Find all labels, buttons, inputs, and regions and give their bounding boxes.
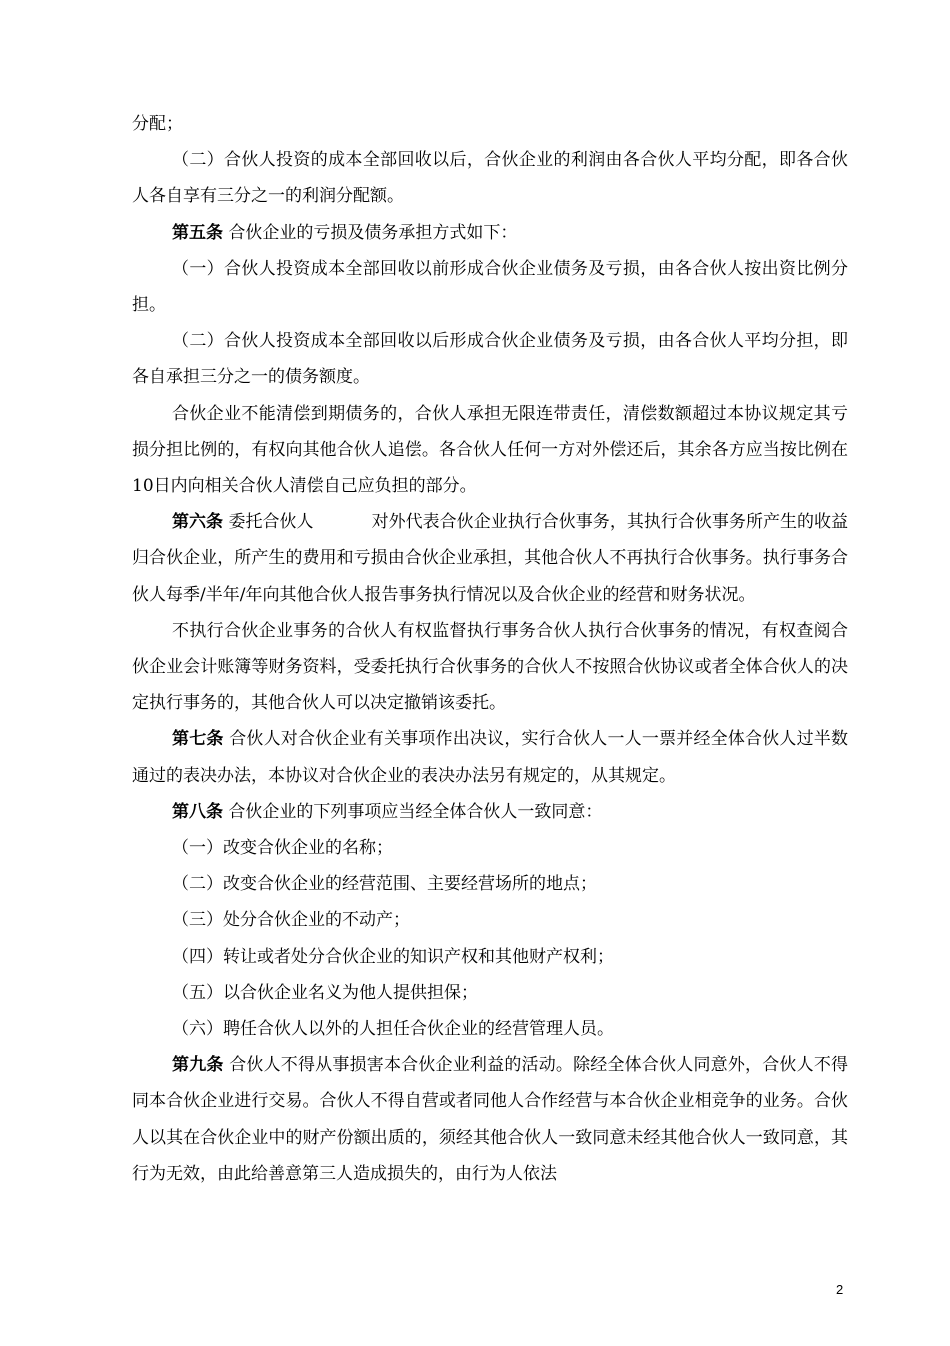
article-8 [132, 794, 848, 830]
article-9-text: 合伙人不得从事损害本合伙企业利益的活动。除经全体合伙人同意外，合伙人不得同本合伙企业进行交易。合伙人不得自营或者同他人合作经营与本合伙企业相竞争的业务。合伙人以其在合伙企业中的财产份额出质的，须经其他合伙人一致同意未经其他合伙人一致同意，其行为无效，由此给善意第三人造成损失的，由行为人依法 [132, 1055, 849, 1184]
paragraph-4: （一）合伙人投资成本全部回收以前形成合伙企业债务及亏损，由各合伙人按出资比例分担。 [132, 258, 848, 316]
article-9 [132, 1047, 848, 1192]
article-7 [132, 721, 848, 793]
article-7-text: 合伙人对合伙企业有关事项作出决议，实行合伙人一人一票并经全体合伙人过半数通过的表决办法，本协议对合伙企业的表决办法另有规定的，从其规定。 [132, 729, 849, 786]
paragraph-2: （二）合伙人投资的成本全部回收以后，合伙企业的利润由各合伙人平均分配，即各合伙人各自享有三分之一的利润分配额。 [132, 150, 848, 207]
list-item: （三）处分合伙企业的不动产； [172, 910, 410, 931]
article-6 [132, 504, 848, 613]
article-8-label: 第八条 [172, 801, 223, 822]
page-number: 2 [836, 1282, 844, 1297]
list-item: （五）以合伙企业名义为他人提供担保； [172, 982, 478, 1003]
article-8-text: 合伙企业的下列事项应当经全体合伙人一致同意： [228, 801, 603, 822]
list-item: （一）改变合伙企业的名称； [172, 838, 393, 859]
article-6-text-b: 对外代表合伙企业执行合伙事务，其执行合伙事务所产生的收益归合伙企业，所产生的费用和亏损由合伙企业承担，其他合伙人不再执行合伙事务。执行事务合伙人每季/半年/年向其他合伙人报告事务执行情况以及合伙企业的经营和财务状况。 [132, 512, 849, 605]
list-item: （六）聘任合伙人以外的人担任合伙企业的经营管理人员。 [172, 1019, 614, 1040]
list-item: （四）转让或者处分合伙企业的知识产权和其他财产权利； [172, 946, 614, 967]
paragraph-1: 分配； [132, 114, 183, 134]
article-5-label: 第五条 [172, 222, 223, 243]
paragraph-8: 不执行合伙企业事务的合伙人有权监督执行事务合伙人执行合伙事务的情况，有权查阅合伙企业会计账簿等财务资料，受委托执行合伙事务的合伙人不按照合伙协议或者全体合伙人的决定执行事务的，其他合伙人可以决定撤销该委托。 [132, 620, 848, 714]
article-6-label: 第六条 [172, 512, 224, 533]
paragraph-5: （二）合伙人投资成本全部回收以后形成合伙企业债务及亏损，由各合伙人平均分担，即各自承担三分之一的债务额度。 [132, 331, 848, 388]
article-5 [132, 215, 848, 251]
body-text [132, 106, 848, 1192]
list-item: （二）改变合伙企业的经营范围、主要经营场所的地点； [172, 874, 597, 895]
article-6-text-a: 委托合伙人 [228, 512, 314, 533]
article-7-label: 第七条 [172, 729, 224, 750]
article-5-text: 合伙企业的亏损及债务承担方式如下： [228, 222, 518, 243]
article-9-label: 第九条 [172, 1055, 224, 1076]
paragraph-6: 合伙企业不能清偿到期债务的，合伙人承担无限连带责任，清偿数额超过本协议规定其亏损分担比例的，有权向其他合伙人追偿。各合伙人任何一方对外偿还后，其余各方应当按比例在10日内向相关合伙人清偿自己应负担的部分。 [132, 403, 848, 497]
